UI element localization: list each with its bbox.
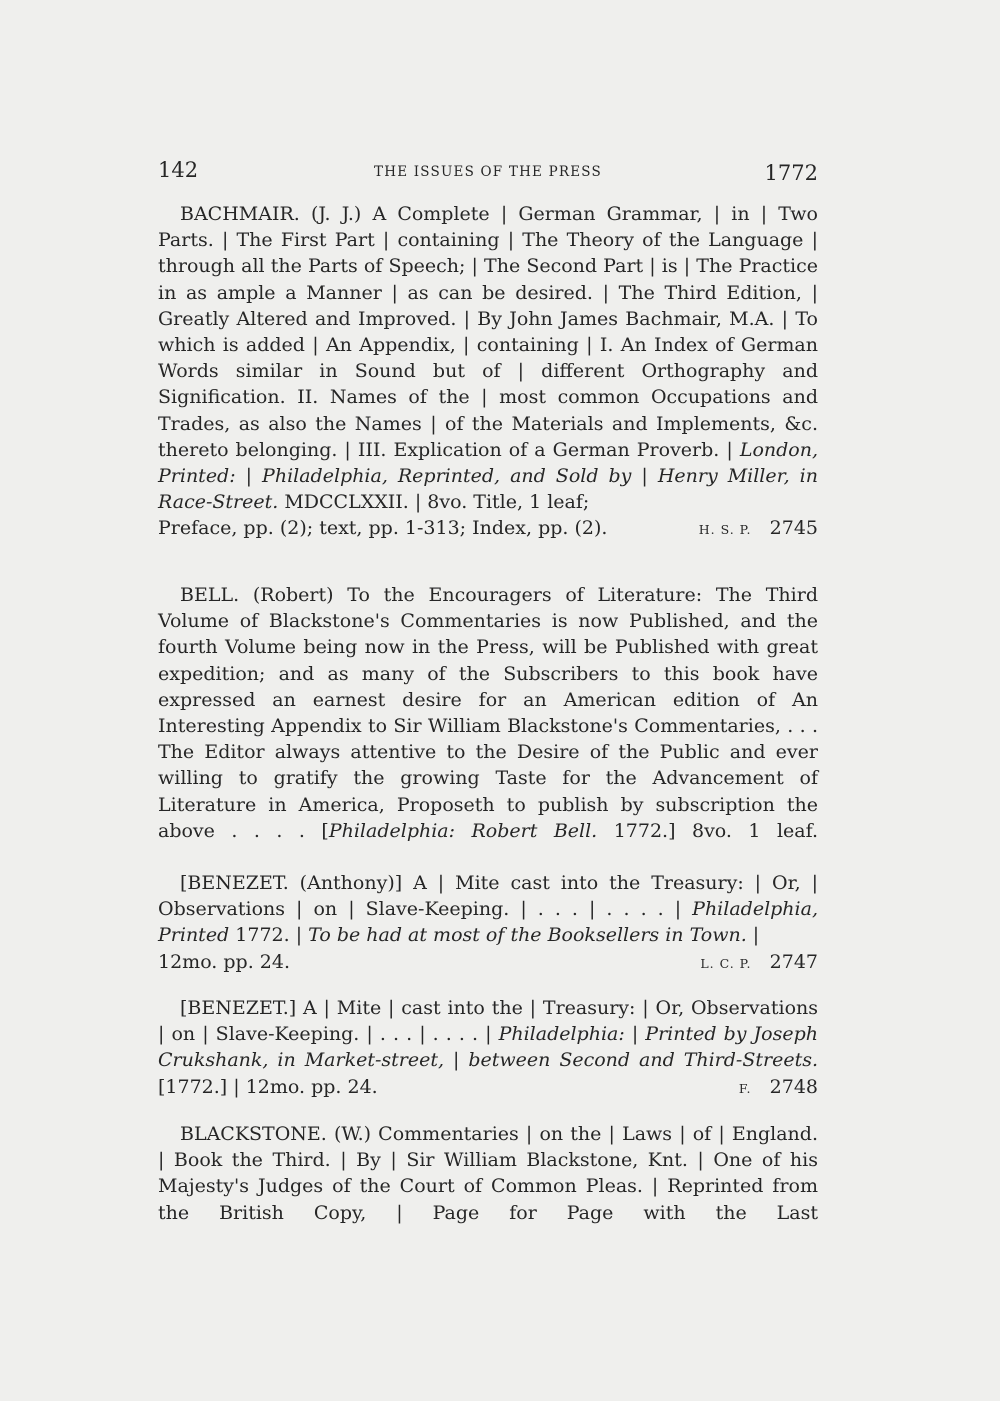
entry-blackstone [158, 1121, 818, 1226]
imprint: Philadelphia: | Printed by Joseph Crukshank, in Market-street, | between Second and Third-Streets. [158, 1023, 818, 1072]
entry-text: BLACKSTONE. (W.) Commentaries | on the | Laws | of | England. | Book the Third. | By | Sir William Blackstone, Knt. | One of his Majesty's Judges of the Court of Common Pleas. | Reprinted from the British Copy, | Page for Page with the Last [158, 1123, 818, 1224]
header-year: 1772 [764, 161, 818, 185]
collation: Preface, pp. (2); text, pp. 1-313; Index, pp. (2). [158, 517, 608, 540]
location-code: H. S. P. [698, 522, 752, 538]
collation: 12mo. pp. 24. [158, 950, 290, 973]
entry-meta [158, 949, 818, 977]
location-code: F. [738, 1080, 752, 1096]
entry-text: [BENEZET.] A | Mite | cast into the | Treasury: | Or, Observations | on | Slave-Keeping. | . . . | . . . . | Philadelphia: | Printed by Joseph Crukshank, in Market-street, | between Second and Third-Streets. [1772.] | 12mo. pp. 24. F. 2748 [158, 997, 818, 1098]
entry-text: BELL. (Robert) To the Encouragers of Literature: The Third Volume of Blackstone's Commentaries is now Published, and the fourth Volume being now in the Press, will be Published with great expedition; and as many of the Subscribers to this book have expressed an earnest desire for an American edition of An Interesting Appendix to Sir William Blackstone's Commentaries, . . . The Editor always attentive to the Desire of the Public and ever willing to gratify the growing Taste for the Advancement of Literature in America, Proposeth to publish by subscription the above . . . . [Philadelphia: Robert Bell. 1772.] 8vo. 1 leaf. [158, 584, 819, 842]
entry-number: 2748 [769, 1075, 818, 1098]
imprint: London, Printed: | Philadelphia, Reprinted, and Sold by | Henry Miller, in Race-Street. [158, 438, 818, 514]
page-number: 142 [158, 158, 199, 182]
running-header [158, 158, 818, 188]
entry-2747 [158, 870, 818, 977]
entry-number: 2745 [769, 517, 818, 540]
entry-meta [158, 515, 818, 543]
entry-2745 [158, 201, 818, 544]
entry-number: 2747 [769, 950, 818, 973]
entry-bell [158, 582, 818, 844]
entry-text: [BENEZET. (Anthony)] A | Mite cast into the Treasury: | Or, | Observations | on | Slave-Keeping. | . . . | . . . . | Philadelphia, Printed 1772. | To be had at most of the Booksellers in Town. | [158, 872, 818, 947]
entry-text: BACHMAIR. (J. J.) A Complete | German Grammar, | in | Two Parts. | The First Part | containing | The Theory of the Language | through all the Parts of Speech; | The Second Part | is | The Practice in as ample a Manner | as can be desired. | The Third Edition, | Greatly Altered and Improved. | By John James Bachmair, M.A. | To which is added | An Appendix, | containing | I. An Index of German Words similar in Sound but of | different Orthography and Signification. II. Names of the | most common Occupations and Trades, as also the Names | of the Materials and Implements, &c. thereto belonging. | III. Explication of a German Proverb. | London, Printed: | Philadelphia, Reprinted, and Sold by | Henry Miller, in Race-Street. MDCCLXXII. | 8vo. Title, 1 leaf; [158, 203, 818, 514]
location-code: L. C. P. [700, 955, 752, 971]
imprint: Philadelphia: Robert Bell. [328, 819, 598, 842]
imprint-note: To be had at most of the Booksellers in Town. [308, 924, 747, 947]
entry-2748 [158, 995, 818, 1102]
running-title: THE ISSUES OF THE PRESS [374, 164, 602, 180]
imprint: Philadelphia, Printed [158, 898, 818, 947]
